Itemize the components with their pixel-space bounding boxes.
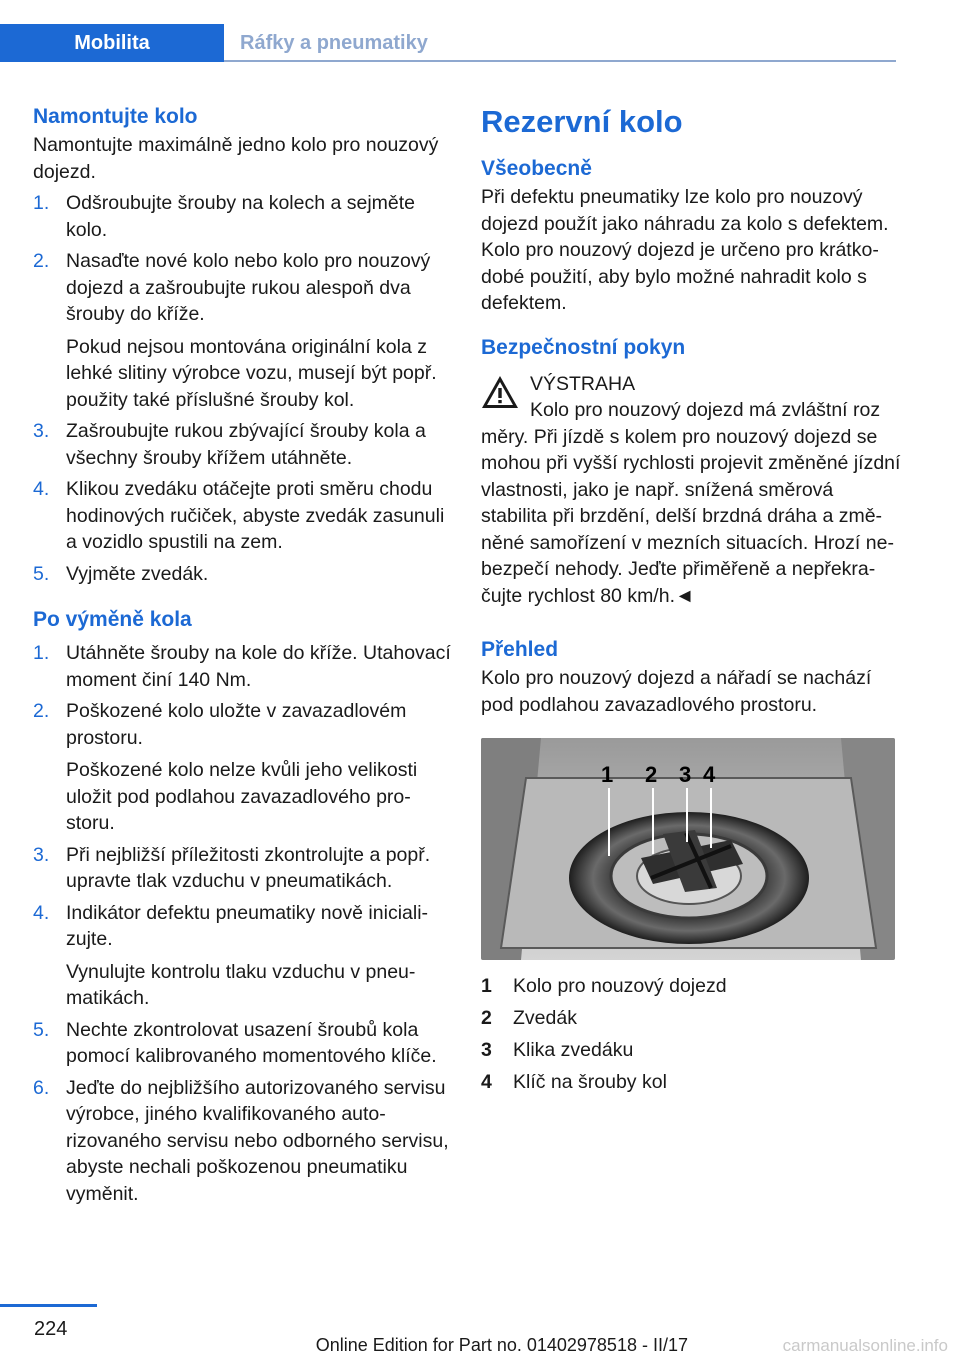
list-item	[33, 842, 453, 895]
heading-overview: Přehled	[481, 638, 559, 661]
legend-text: Zvedák	[513, 1007, 577, 1029]
warning-title: VÝSTRAHA	[530, 372, 636, 395]
tab-underline	[224, 60, 896, 62]
list-item	[33, 418, 453, 471]
tab-mobilita[interactable]: Mobilita	[0, 24, 224, 62]
left-column	[33, 102, 453, 1207]
step-number: 4.	[33, 478, 50, 500]
step-number: 2.	[33, 700, 50, 722]
legend-text: Klíč na šrouby kol	[513, 1071, 667, 1093]
edition-note: Online Edition for Part no. 01402978518 - II/17	[315, 1335, 688, 1355]
heading-after-change: Po výměně kola	[33, 608, 192, 631]
legend-item	[481, 1002, 901, 1034]
step-number: 2.	[33, 250, 50, 272]
legend-number: 4	[481, 1071, 492, 1093]
step-number: 1.	[33, 642, 50, 664]
callout-label-4: 4	[703, 762, 716, 787]
step-note: Pokud nejsou montována originální kola z lehké slitiny výrobce vozu, musejí být popř. použity také příslušné šrouby kol.	[66, 335, 437, 411]
legend-text: Kolo pro nouzový dojezd	[513, 975, 727, 997]
paragraph-mount-wheel: Namontujte maximálně jedno kolo pro nouzový dojezd.	[33, 134, 439, 183]
step-text: Vyjměte zvedák.	[66, 562, 209, 585]
legend-item	[481, 1034, 901, 1066]
list-item	[33, 1075, 453, 1208]
list-item	[33, 900, 453, 1012]
step-text: Jeďte do nejbližšího autorizovaného servisu výrobce, jiného kvalifikovaného autorizovaného servisu nebo odborného servisu, abyste nechali poškozenou pneumatiku vyměnit.	[66, 1076, 449, 1205]
heading-mount-wheel: Namontujte kolo	[33, 105, 198, 128]
step-number: 1.	[33, 192, 50, 214]
right-column	[481, 102, 901, 1098]
step-note: Poškozené kolo nelze kvůli jeho velikosti uložit pod podlahou zavazadlového prostoru.	[66, 759, 418, 834]
callout-label-3: 3	[679, 762, 692, 787]
step-text: Utáhněte šrouby na kole do kříže. Utahovací moment činí 140 Nm.	[66, 642, 451, 691]
step-number: 5.	[33, 562, 50, 585]
list-item	[33, 1017, 453, 1070]
step-text: Zašroubujte rukou zbývající šrouby kola a všechny šrouby křížem utáhněte.	[66, 420, 426, 469]
list-item	[33, 698, 453, 837]
list-item	[33, 190, 453, 243]
warning-triangle-icon	[481, 374, 519, 410]
paragraph-overview: Kolo pro nouzový dojezd a nářadí se nachází pod podlahou zavazadlového prostoru.	[481, 667, 872, 716]
step-text: Indikátor defektu pneumatiky nově inicializujte.	[66, 901, 429, 950]
tab-rafky-a-pneumatiky[interactable]: Ráfky a pneumatiky	[224, 24, 896, 62]
warning-block	[481, 371, 901, 424]
photo-legend	[481, 970, 901, 1098]
step-text: Poškozené kolo uložte v zavazadlovém prostoru.	[66, 700, 407, 749]
watermark: carmanualsonline.info	[782, 1336, 948, 1355]
legend-number: 3	[481, 1039, 492, 1061]
step-text: Nechte zkontrolovat usazení šroubů kola pomocí kalibrovaného momentového klíče.	[66, 1018, 437, 1067]
legend-item	[481, 1066, 901, 1098]
legend-item	[481, 970, 901, 1002]
paragraph-general: Při defektu pneumatiky lze kolo pro nouzový dojezd použít jako náhradu za kolo s defektem. Kolo pro nouzový dojezd je určeno pro krátkodobé použití, aby bylo možné nahradit kolo s defektem.	[481, 186, 889, 314]
warning-text-first-line: Kolo pro nouzový dojezd má zvláštní roz	[530, 399, 881, 421]
step-text: Klikou zvedáku otáčejte proti směru chodu hodinových ručiček, abyste zvedák zasunuli a vozidlo spustili na zem.	[66, 478, 445, 553]
footer-rule	[0, 1304, 97, 1307]
legend-text: Klika zvedáku	[513, 1039, 634, 1061]
warning-text: měry. Při jízdě s kolem pro nouzový dojezd se mohou při vyšší rychlosti projevit změněné jízdní vlastnosti, jako je např. snížená směrová stabilita při brzdění, delší brzdná dráha a změněné samořízení v mezních situacích. Hrozí nebezpečí nehody. Jeďte přiměřeně a nepřekračujte rychlost 80 km/h.◄	[481, 425, 901, 607]
step-text: Odšroubujte šrouby na kolech a sejměte kolo.	[66, 192, 416, 241]
step-number: 3.	[33, 420, 50, 442]
steps-after-list	[33, 640, 453, 1207]
header-tabbar	[0, 24, 896, 62]
callout-label-2: 2	[645, 762, 658, 787]
list-item	[33, 561, 453, 588]
legend-number: 2	[481, 1007, 492, 1029]
step-number: 4.	[33, 901, 50, 924]
spare-wheel-illustration	[481, 738, 895, 960]
page-number: 224	[34, 1318, 68, 1340]
step-note: Vynulujte kontrolu tlaku vzduchu v pneumatikách.	[66, 960, 416, 1009]
list-item	[33, 476, 453, 556]
step-number: 6.	[33, 1076, 50, 1099]
step-number: 5.	[33, 1018, 50, 1041]
step-text: Nasaďte nové kolo nebo kolo pro nouzový dojezd a zašroubujte rukou alespoň dva šrouby do kříže.	[66, 250, 431, 325]
step-text: Při nejbližší příležitosti zkontrolujte a popř. upravte tlak vzduchu v pneumatikách.	[66, 843, 431, 892]
list-item	[33, 640, 453, 693]
spare-wheel-photo	[481, 738, 895, 960]
heading-general: Všeobecně	[481, 157, 592, 180]
callout-label-1: 1	[601, 762, 614, 787]
step-number: 3.	[33, 843, 50, 866]
list-item	[33, 248, 453, 413]
heading-spare-wheel: Rezervní kolo	[481, 104, 683, 139]
steps-mount-list	[33, 190, 453, 587]
heading-safety: Bezpečnostní pokyn	[481, 335, 686, 359]
legend-number: 1	[481, 975, 492, 997]
